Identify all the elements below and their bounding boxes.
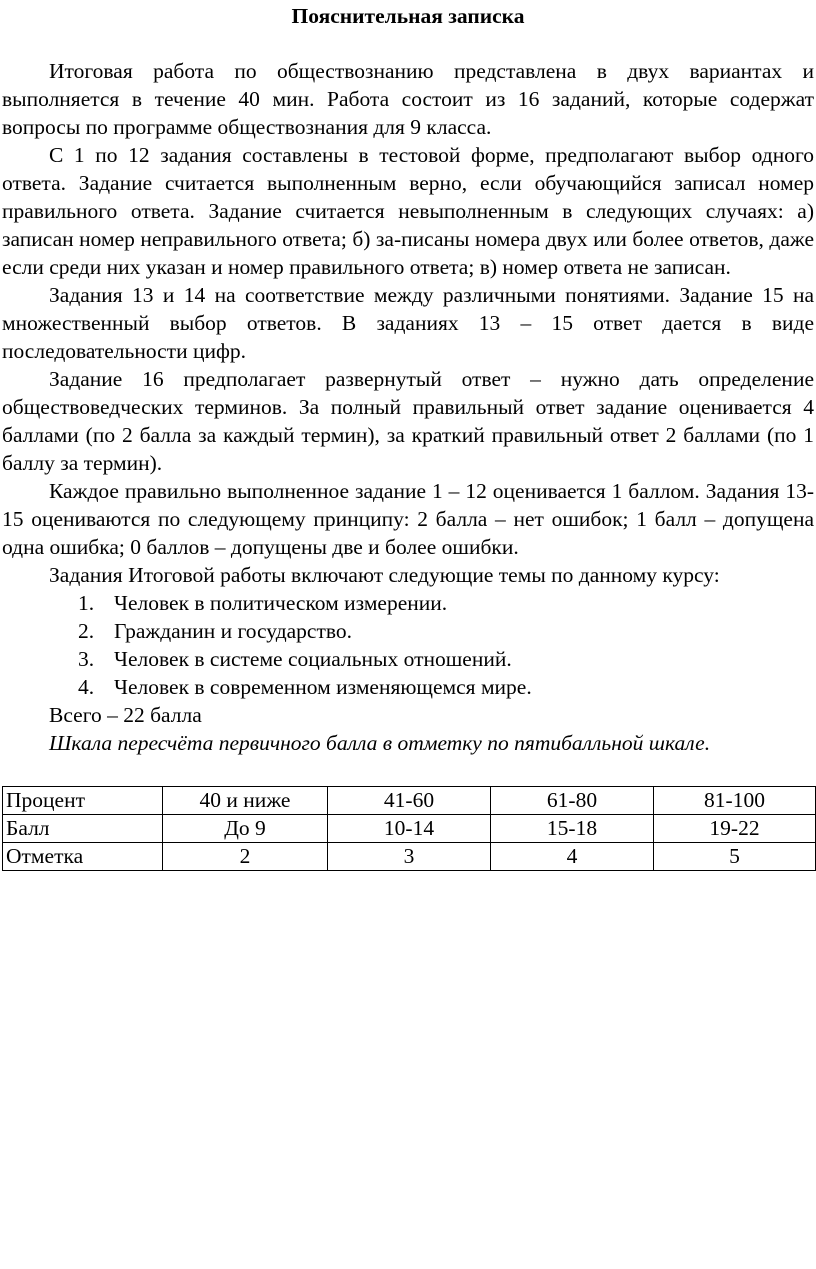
scale-caption: Шкала пересчёта первичного балла в отметку по пятибалльной шкале. xyxy=(49,731,711,755)
list-item-number: 4. xyxy=(78,675,95,699)
list-item-number: 3. xyxy=(78,647,95,671)
table-row xyxy=(3,787,816,815)
row-label-score: Балл xyxy=(3,815,163,843)
table-cell: 19-22 xyxy=(654,815,816,843)
table-cell: 4 xyxy=(491,843,654,871)
paragraph-tasks-1-12: С 1 по 12 задания составлены в тестовой форме, предполагают выбор одного ответа. Задание считается выполненным верно, если обучающийся записал номер правильного ответа. Задание считается невыполненным в следующих случаях: а) записан номер неправильного ответа; б) за-писаны номера двух или более ответов, даже если среди них указан и номер правильного ответа; в) номер ответа не записан. xyxy=(2,143,814,279)
list-item-text: Человек в политическом измерении. xyxy=(114,591,448,615)
document-title: Пояснительная записка xyxy=(291,4,525,28)
paragraph-intro: Итоговая работа по обществознанию представлена в двух вариантах и выполняется в течение 40 мин. Работа состоит из 16 заданий, которые содержат вопросы по программе обществознания для 9 класса. xyxy=(2,59,814,139)
table-cell: 15-18 xyxy=(491,815,654,843)
table-cell: 2 xyxy=(163,843,328,871)
paragraph-topics-intro: Задания Итоговой работы включают следующие темы по данному курсу: xyxy=(49,563,720,587)
list-item-number: 1. xyxy=(78,591,95,615)
list-item xyxy=(2,589,814,617)
list-item xyxy=(2,673,814,701)
grade-table xyxy=(2,786,816,871)
list-item-text: Гражданин и государство. xyxy=(114,619,353,643)
table-cell: 41-60 xyxy=(328,787,491,815)
paragraph-task-16: Задание 16 предполагает развернутый ответ – нужно дать определение обществоведческих терминов. За полный правильный ответ задание оценивается 4 баллами (по 2 балла за каждый термин), за краткий правильный ответ 2 баллами (по 1 баллу за термин). xyxy=(2,367,814,475)
table-row xyxy=(3,815,816,843)
table-cell: 61-80 xyxy=(491,787,654,815)
row-label-grade: Отметка xyxy=(3,843,163,871)
total-score: Всего – 22 балла xyxy=(49,703,202,727)
table-cell: 3 xyxy=(328,843,491,871)
table-cell: До 9 xyxy=(163,815,328,843)
row-label-percent: Процент xyxy=(3,787,163,815)
table-cell: 40 и ниже xyxy=(163,787,328,815)
table-cell: 81-100 xyxy=(654,787,816,815)
list-item xyxy=(2,617,814,645)
list-item-text: Человек в системе социальных отношений. xyxy=(114,647,512,671)
list-item-text: Человек в современном изменяющемся мире. xyxy=(114,675,532,699)
topics-list xyxy=(2,589,814,701)
list-item xyxy=(2,645,814,673)
list-item-number: 2. xyxy=(78,619,95,643)
table-cell: 10-14 xyxy=(328,815,491,843)
paragraph-tasks-13-15: Задания 13 и 14 на соответствие между различными понятиями. Задание 15 на множественный выбор ответов. В заданиях 13 – 15 ответ дается в виде последовательности цифр. xyxy=(2,283,814,363)
table-cell: 5 xyxy=(654,843,816,871)
table-row xyxy=(3,843,816,871)
paragraph-scoring: Каждое правильно выполненное задание 1 – 12 оценивается 1 баллом. Задания 13-15 оцениваются по следующему принципу: 2 балла – нет ошибок; 1 балл – допущена одна ошибка; 0 баллов – допущены две и более ошибки. xyxy=(2,479,814,559)
